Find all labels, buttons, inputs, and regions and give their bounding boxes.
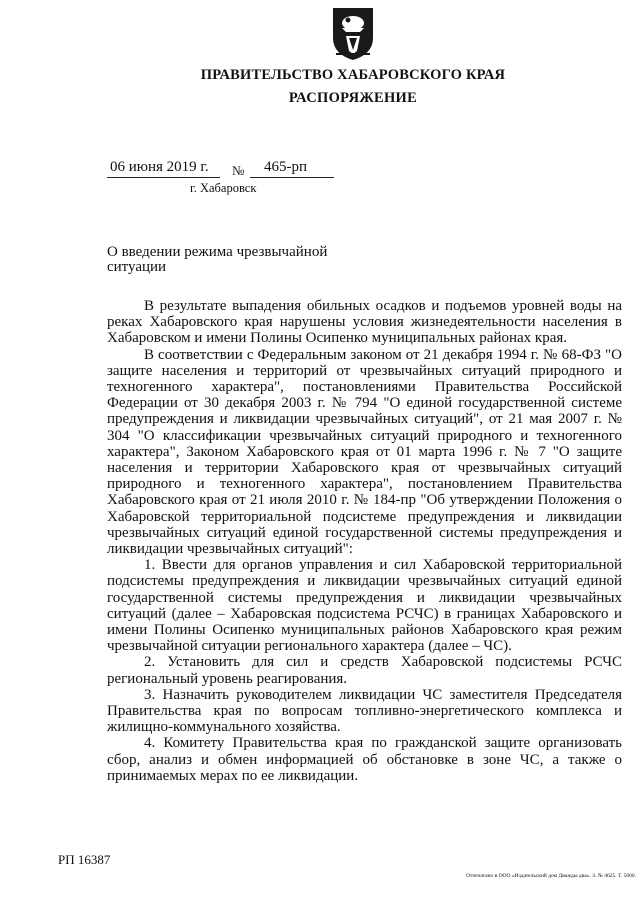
body-paragraph: 1. Ввести для органов управления и сил Хабаровской территориальной подсистемы предупреждения и ликвидации чрезвычайных ситуаций единой государственной системы предупреждения и ликвидации чрезвычайных ситуаций (далее – Хабаровская подсистема РСЧС) в границах Хабаровского и имени Полины Осипенко муниципальных районов Хабаровского края режим чрезвычайной ситуации регионального характера (далее – ЧС). (107, 557, 622, 655)
document-body (107, 298, 622, 784)
document-date: 06 июня 2019 г. (110, 159, 209, 175)
body-paragraph: 3. Назначить руководителем ликвидации ЧС заместителя Председателя Правительства края по вопросам топливно-энергетического комплекса и жилищно-коммунального хозяйства. (107, 686, 622, 736)
printer-note: Отпечатано в ООО «Издательский дом Дважды два». З. № 4625. Т. 5000. (465, 873, 636, 879)
body-paragraph: В соответствии с Федеральным законом от 21 декабря 1994 г. № 68-ФЗ "О защите населения и территорий от чрезвычайных ситуаций природного и техногенного характера", постановлениями Правительства Российской Федерации от 30 декабря 2003 г. № 794 "О единой государственной системе предупреждения и ликвидации чрезвычайных ситуаций", от 21 мая 2007 г. № 304 "О классификации чрезвычайных ситуаций природного и техногенного характера", Законом Хабаровского края от 01 марта 1996 г. № 7 "О защите населения и территории Хабаровского края от чрезвычайных ситуаций природного и техногенного характера", постановлением Правительства Хабаровского края от 21 июля 2010 г. № 184-пр "Об утверждении Положения о Хабаровской территориальной подсистеме предупреждения и ликвидации чрезвычайных ситуаций единой государственной системы предупреждения и ликвидации чрезвычайных ситуаций": (107, 346, 622, 558)
coat-of-arms-icon (330, 6, 376, 62)
document-subject: О введении режима чрезвычайной ситуации (107, 244, 328, 275)
body-paragraph: В результате выпадения обильных осадков и подъемов уровней воды на реках Хабаровского края нарушены условия жизнедеятельности населения в Хабаровском и имени Полины Осипенко муниципальных районах края. (107, 298, 622, 347)
registration-number: РП 16387 (58, 852, 111, 867)
number-sign: № (232, 163, 245, 178)
issue-city: г. Хабаровск (190, 181, 257, 195)
date-underline (107, 177, 220, 178)
document-number: 465-рп (264, 159, 308, 175)
number-underline (250, 177, 334, 178)
body-paragraph: 2. Установить для сил и средств Хабаровской подсистемы РСЧС региональный уровень реагирования. (107, 654, 622, 687)
body-paragraph: 4. Комитету Правительства края по гражданской защите организовать сбор, анализ и обмен информацией об обстановке в зоне ЧС, а также о принимаемых мерах по ее ликвидации. (107, 735, 622, 784)
document-type: РАСПОРЯЖЕНИЕ (288, 90, 418, 106)
government-title: ПРАВИТЕЛЬСТВО ХАБАРОВСКОГО КРАЯ (200, 67, 506, 83)
